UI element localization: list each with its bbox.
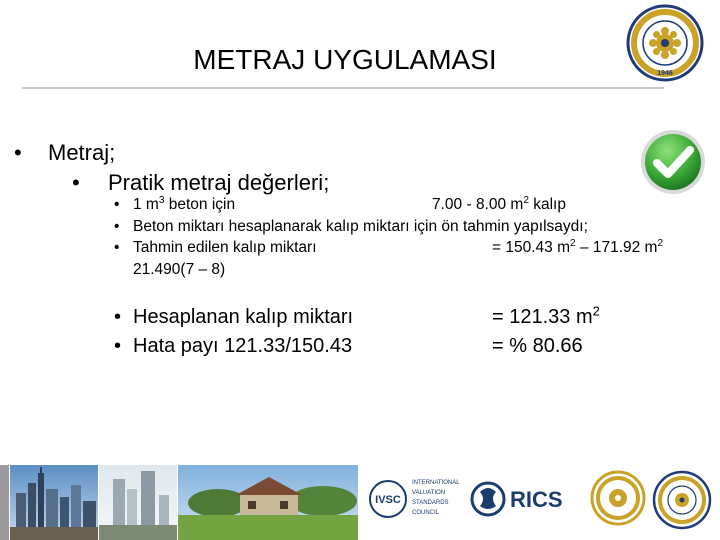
calculated-formwork-label: Hesaplanan kalıp miktarı xyxy=(133,306,354,328)
svg-text:VALUATION: VALUATION xyxy=(412,490,446,496)
estimated-formwork-label: Tahmin edilen kalıp miktarı xyxy=(133,239,317,256)
bullet-marker: • xyxy=(114,335,122,357)
bullet-marker: • xyxy=(114,306,122,328)
rics-logo xyxy=(468,470,580,528)
bullet-marker: • xyxy=(114,239,120,256)
error-margin-label: Hata payı 121.33/150.43 xyxy=(133,335,353,357)
title-divider xyxy=(22,87,664,89)
estimated-formwork-range: = 150.43 $m^2 - 171.92$ $m^2$ xyxy=(492,237,664,256)
bullet-marker: • xyxy=(14,140,22,165)
practical-values-heading: Pratik metraj değerleri; xyxy=(108,170,330,195)
estimated-formwork-formula: 21.490(7 – 8) xyxy=(133,261,226,278)
university-seal-gold-logo xyxy=(590,470,646,526)
svg-text:IVSC: IVSC xyxy=(375,494,401,506)
bullet-marker: • xyxy=(114,218,120,235)
metraj-heading: Metraj; xyxy=(48,140,116,165)
svg-text:RICS: RICS xyxy=(510,487,563,512)
error-margin-value: = % 80.66 xyxy=(492,335,583,357)
footer-side-bar xyxy=(0,465,9,540)
svg-text:INTERNATIONAL: INTERNATIONAL xyxy=(412,480,460,486)
bullet-marker: • xyxy=(72,170,80,195)
city-skyline-photo xyxy=(10,465,98,540)
formwork-ratio-value: 7.00 - 8.00 $m^2$ kalıp xyxy=(432,194,566,213)
house-landscape-photo xyxy=(178,465,358,540)
seal-year: 1946 xyxy=(657,70,673,77)
towers-photo xyxy=(99,465,177,540)
svg-text:STANDARDS: STANDARDS xyxy=(412,500,449,506)
check-icon xyxy=(639,128,707,196)
concrete-unit-label: 1 $m^3$ beton için xyxy=(133,194,236,213)
ivsc-logo xyxy=(368,470,464,528)
svg-text:COUNCIL: COUNCIL xyxy=(412,510,440,516)
university-seal-blue-logo xyxy=(652,470,712,530)
university-seal-logo xyxy=(626,4,704,82)
slide-title: METRAJ UYGULAMASI xyxy=(193,44,497,75)
bullet-marker: • xyxy=(114,196,120,213)
calculated-formwork-value: = 121.33 $m^2$ xyxy=(492,303,600,328)
estimate-note: Beton miktarı hesaplanarak kalıp miktarı için ön tahmin yapılsaydı; xyxy=(133,218,588,235)
